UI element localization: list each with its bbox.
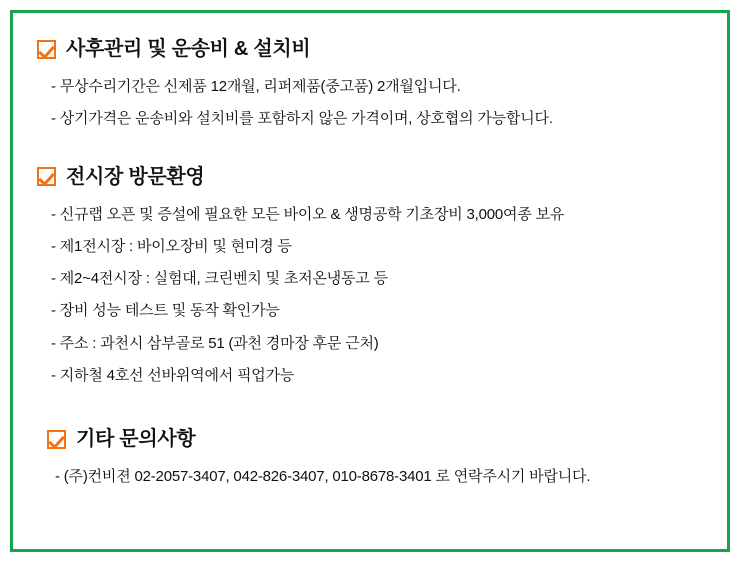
check-box-icon [37, 167, 56, 186]
section-aftercare-lines [37, 75, 703, 131]
section-aftercare [37, 37, 703, 131]
section-aftercare-title: 사후관리 및 운송비 & 설치비 [66, 38, 311, 60]
bordered-content-frame [10, 10, 730, 552]
list-item: - 제2~4전시장 : 실험대, 크린벤치 및 초저온냉동고 등 [51, 270, 388, 287]
list-item: - 장비 성능 테스트 및 동작 확인가능 [51, 302, 280, 320]
list-item: - 지하철 4호선 선바위역에서 픽업가능 [51, 366, 295, 384]
list-item: - 신규랩 오픈 및 증설에 필요한 모든 바이오 & 생명공학 기초장비 3,000여종 보유 [51, 205, 565, 223]
list-item: - 제1전시장 : 바이오장비 및 현미경 등 [51, 237, 292, 255]
section-showroom [37, 165, 703, 388]
section-etc [37, 427, 703, 488]
list-item: - 주소 : 과천시 삼부골로 51 (과천 경마장 후문 근처) [51, 334, 379, 352]
list-item: - (주)컨비젼 02-2057-3407, 042-826-3407, 010-8678-3401 로 연락주시기 바랍니다. [55, 468, 591, 485]
check-box-icon [37, 40, 56, 59]
section-showroom-lines [37, 203, 703, 388]
list-item: - 상기가격은 운송비와 설치비를 포함하지 않은 가격이며, 상호협의 가능합니다. [51, 110, 553, 128]
section-showroom-header [37, 165, 703, 189]
check-box-icon [47, 430, 66, 449]
section-etc-lines [37, 465, 703, 488]
section-showroom-title: 전시장 방문환영 [66, 165, 205, 188]
section-etc-header [37, 427, 703, 451]
section-aftercare-header [37, 37, 703, 61]
list-item: - 무상수리기간은 신제품 12개월, 리퍼제품(중고품) 2개월입니다. [51, 78, 461, 95]
section-etc-title: 기타 문의사항 [76, 428, 196, 450]
